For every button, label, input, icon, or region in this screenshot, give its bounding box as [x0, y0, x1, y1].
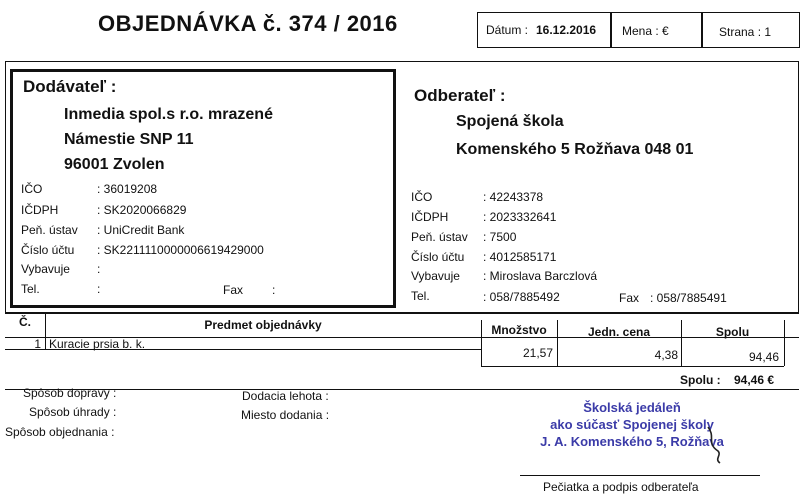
supplier-bank-value: : UniCredit Bank: [97, 223, 185, 237]
table-top-line: [5, 313, 799, 314]
date-value: 16.12.2016: [536, 23, 597, 37]
supplier-tel-label: Tel.: [21, 282, 40, 296]
customer-account-label: Číslo účtu: [411, 250, 465, 264]
delivery-time-label: Dodacia lehota :: [242, 389, 329, 403]
supplier-street: Námestie SNP 11: [64, 131, 194, 148]
supplier-account-label: Číslo účtu: [21, 243, 75, 257]
customer-ico-label: IČO: [411, 190, 433, 204]
customer-fax-label: Fax: [619, 291, 640, 305]
customer-bank-value: : 7500: [483, 230, 517, 244]
supplier-icdph-value: : SK2020066829: [97, 203, 187, 217]
supplier-heading: Dodávateľ :: [23, 77, 117, 96]
table-header-total: Spolu: [715, 325, 750, 339]
customer-ico-value: : 42243378: [483, 190, 544, 204]
table-bottom-line: [5, 389, 799, 390]
supplier-ico-label: IČO: [21, 182, 43, 196]
supplier-tel-value: :: [97, 282, 101, 296]
delivery-place-label: Miesto dodania :: [241, 408, 330, 422]
table-row-price: 4,38: [654, 348, 678, 362]
stamp-line-2: ako súčasť Spojenej školy: [550, 417, 714, 432]
table-row-qty: 21,57: [522, 346, 553, 360]
date-label: Dátum :: [486, 23, 529, 37]
stamp-line-3: J. A. Komenského 5, Rožňava: [540, 434, 724, 449]
supplier-city: 96001 Zvolen: [64, 156, 165, 173]
supplier-name: Inmedia spol.s r.o. mrazené: [64, 106, 273, 123]
customer-tel-value: : 058/7885492: [483, 290, 560, 304]
currency-label: Mena : €: [622, 24, 669, 38]
customer-address: Komenského 5 Rožňava 048 01: [456, 141, 694, 158]
supplier-contact-value: :: [97, 262, 101, 276]
sum-label: Spolu :: [680, 373, 721, 387]
table-header-qty: Množstvo: [491, 323, 547, 337]
supplier-ico-value: : 36019208: [97, 182, 158, 196]
supplier-contact-label: Vybavuje: [21, 262, 70, 276]
page-label: Strana : 1: [719, 25, 772, 39]
order-method-label: Spôsob objednania :: [5, 425, 115, 439]
signature-label: Pečiatka a podpis odberateľa: [543, 480, 699, 494]
signature-mark: [700, 425, 730, 465]
table-row-item: Kuracie prsia b. k.: [49, 337, 146, 351]
table-row-num: 1: [34, 337, 41, 351]
customer-icdph-value: : 2023332641: [483, 210, 557, 224]
table-header-price: Jedn. cena: [587, 325, 651, 339]
customer-fax-value: : 058/7885491: [650, 291, 727, 305]
supplier-fax-value: :: [272, 283, 276, 297]
table-row-line-2: [481, 366, 784, 367]
customer-icdph-label: IČDPH: [411, 210, 449, 224]
customer-name: Spojená škola: [456, 113, 564, 130]
customer-contact-label: Vybavuje: [411, 269, 460, 283]
payment-label: Spôsob úhrady :: [29, 405, 117, 419]
table-col-right: [784, 320, 785, 366]
supplier-bank-label: Peň. ústav: [21, 223, 78, 237]
transport-label: Spôsob dopravy :: [23, 386, 117, 400]
table-header-item: Predmet objednávky: [204, 318, 322, 332]
customer-heading: Odberateľ :: [414, 86, 506, 105]
table-row-total: 94,46: [748, 350, 779, 364]
customer-contact-value: : Miroslava Barczlová: [483, 269, 598, 283]
sum-value: 94,46 €: [734, 373, 775, 387]
customer-account-value: : 4012585171: [483, 250, 557, 264]
signature-line: [520, 475, 760, 476]
document-title: OBJEDNÁVKA č. 374 / 2016: [98, 11, 398, 36]
customer-bank-label: Peň. ústav: [411, 230, 468, 244]
stamp-line-1: Školská jedáleň: [583, 400, 681, 415]
customer-tel-label: Tel.: [411, 289, 430, 303]
table-header-num: Č.: [19, 315, 31, 329]
supplier-icdph-label: IČDPH: [21, 203, 59, 217]
supplier-fax-label: Fax: [223, 283, 244, 297]
supplier-account-value: : SK2211110000006619429000: [97, 243, 264, 257]
